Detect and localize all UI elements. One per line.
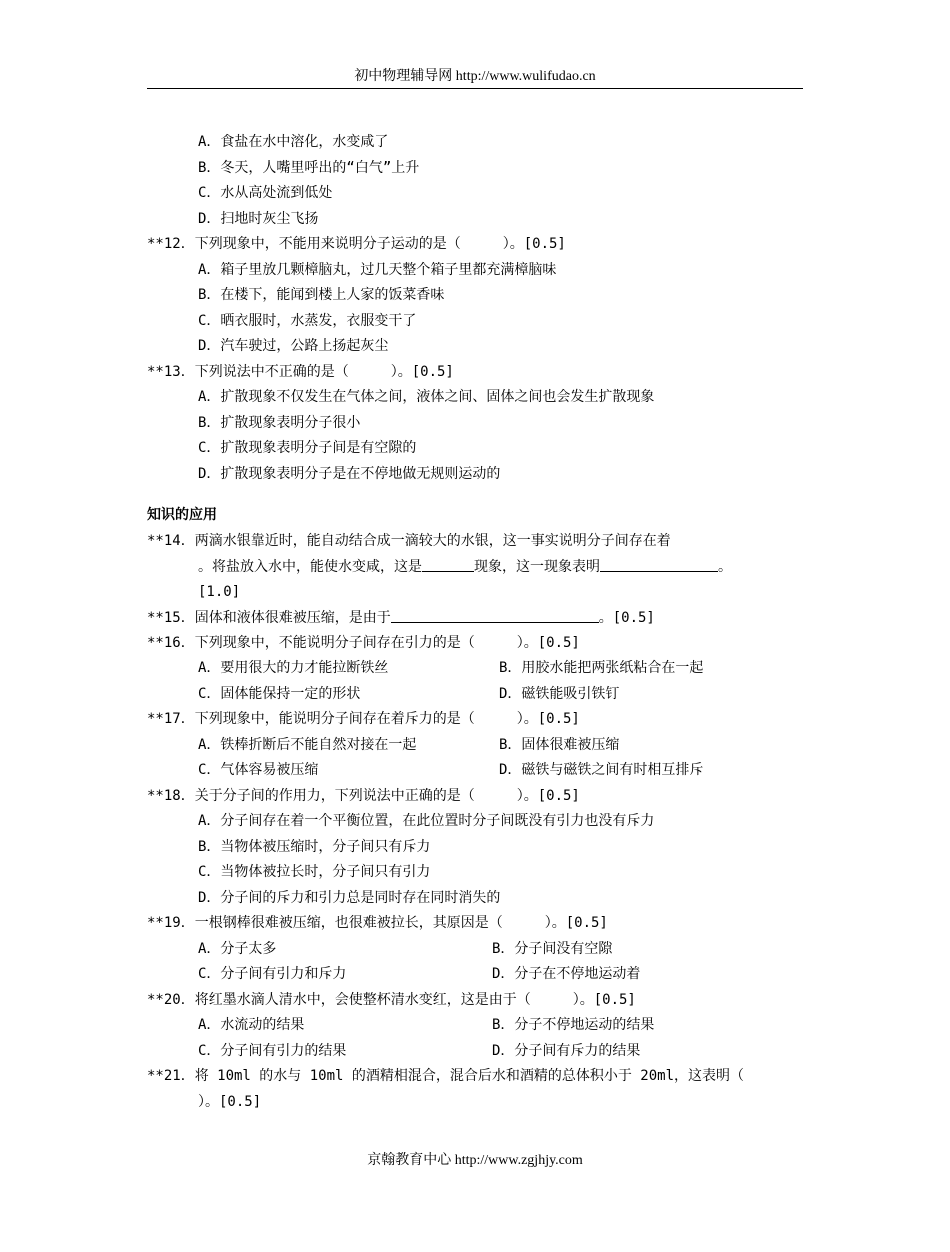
q18-option-a: A．分子间存在着一个平衡位置，在此位置时分子间既没有引力也没有斥力: [198, 813, 655, 829]
q16-option-c: C．固体能保持一定的形状: [198, 685, 361, 702]
q14-line-2: [147, 554, 803, 580]
q13-option-a: A．扩散现象不仅发生在气体之间，液体之间、固体之间也会发生扩散现象: [198, 389, 655, 405]
q20-option-a: A．水流动的结果: [198, 1017, 305, 1033]
q16-option-d: D．磁铁能吸引铁钉: [499, 685, 620, 702]
q20-options-row-2: [147, 1039, 803, 1065]
page-footer: 京翰教育中心 http://www.zgjhjy.com: [367, 1153, 583, 1168]
q19-options-row-2: [147, 962, 803, 988]
q18-option-d: D．分子间的斥力和引力总是同时存在同时消失的: [198, 889, 501, 906]
q12-option-b: B．在楼下，能闻到楼上人家的饭菜香味: [198, 287, 445, 303]
q21-line-2: ）。[0.5]: [198, 1093, 262, 1110]
q15-blank[interactable]: [391, 605, 599, 623]
q11-option-d: D．扫地时灰尘飞扬: [198, 210, 319, 227]
section-title: 知识的应用: [147, 507, 217, 523]
q17-option-c: C．气体容易被压缩: [198, 762, 319, 778]
question-list: [147, 130, 803, 1115]
q14-text-b: 现象，这一现象表明: [474, 559, 600, 575]
q19-option-b: B．分子间没有空隙: [492, 940, 613, 957]
q16-options-row-1: [147, 656, 803, 682]
q17-option-d: D．磁铁与磁铁之间有时相互排斥: [499, 762, 704, 778]
q20-option-c: C．分子间有引力的结果: [198, 1042, 347, 1059]
q16-option-a: A．要用很大的力才能拉断铁丝: [198, 660, 389, 676]
q21-line-1: **21．将 10ml 的水与 10ml 的酒精相混合，混合后水和酒精的总体积小于 20ml，这表明（: [147, 1068, 745, 1084]
q19-option-d: D．分子在不停地运动着: [492, 966, 641, 982]
q14-blank-1[interactable]: [422, 554, 474, 572]
q17-option-a: A．铁棒折断后不能自然对接在一起: [198, 736, 417, 753]
q19-option-a: A．分子太多: [198, 940, 277, 957]
q15-text-a: **15．固体和液体很难被压缩，是由于: [147, 610, 391, 626]
q11-option-b: B．冬天，人嘴里呼出的“白气”上升: [198, 159, 420, 176]
q17-options-row-1: [147, 733, 803, 759]
q17-option-b: B．固体很难被压缩: [499, 736, 620, 753]
q15-text-b: 。[0.5]: [598, 610, 655, 626]
q13-option-d: D．扩散现象表明分子是在不停地做无规则运动的: [198, 465, 501, 482]
q18-option-b: B．当物体被压缩时，分子间只有斥力: [198, 838, 431, 855]
q14-line-3: [1.0]: [198, 583, 241, 600]
q14-line-1: **14．两滴水银靠近时，能自动结合成一滴较大的水银，这一事实说明分子间存在着: [147, 532, 671, 549]
q17-stem: **17．下列现象中，能说明分子间存在着斥力的是（ ）。[0.5]: [147, 711, 580, 727]
page-header: 初中物理辅导网 http://www.wulifudao.cn: [354, 69, 596, 84]
q11-option-c: C．水从高处流到低处: [198, 185, 333, 201]
q20-stem: **20．将红墨水滴人清水中，会使整杯清水变红，这是由于（ ）。[0.5]: [147, 991, 636, 1008]
q14-text-a: 。将盐放入水中，能使水变咸，这是: [198, 559, 422, 575]
q14-text-c: 。: [718, 559, 732, 575]
q14-blank-2[interactable]: [600, 554, 718, 572]
q19-stem: **19．一根钢棒很难被压缩，也很难被拉长，其原因是（ ）。[0.5]: [147, 915, 608, 931]
q12-option-d: D．汽车驶过，公路上扬起灰尘: [198, 338, 389, 354]
q19-options-row-1: [147, 937, 803, 963]
q17-options-row-2: [147, 758, 803, 784]
q18-stem: **18．关于分子间的作用力，下列说法中正确的是（ ）。[0.5]: [147, 787, 580, 804]
q18-option-c: C．当物体被拉长时，分子间只有引力: [198, 864, 431, 880]
q20-options-row-1: [147, 1013, 803, 1039]
q12-option-a: A．箱子里放几颗樟脑丸，过几天整个箱子里都充满樟脑味: [198, 261, 557, 278]
q13-option-c: C．扩散现象表明分子间是有空隙的: [198, 440, 417, 456]
q15-stem: [147, 605, 803, 631]
q13-option-b: B．扩散现象表明分子很小: [198, 414, 361, 431]
q12-stem: **12．下列现象中，不能用来说明分子运动的是（ ）。[0.5]: [147, 236, 566, 252]
q11-option-a: A．食盐在水中溶化，水变咸了: [198, 134, 389, 150]
q16-option-b: B．用胶水能把两张纸粘合在一起: [499, 660, 704, 676]
q16-stem: **16．下列现象中，不能说明分子间存在引力的是（ ）。[0.5]: [147, 634, 580, 651]
q19-option-c: C．分子间有引力和斥力: [198, 966, 347, 982]
q16-options-row-2: [147, 682, 803, 708]
header-divider: [147, 88, 803, 89]
q20-option-d: D．分子间有斥力的结果: [492, 1042, 641, 1059]
section-gap: [147, 487, 803, 503]
q13-stem: **13．下列说法中不正确的是（ ）。[0.5]: [147, 363, 454, 380]
q20-option-b: B．分子不停地运动的结果: [492, 1017, 655, 1033]
q12-option-c: C．晒衣服时，水蒸发，衣服变干了: [198, 312, 417, 329]
